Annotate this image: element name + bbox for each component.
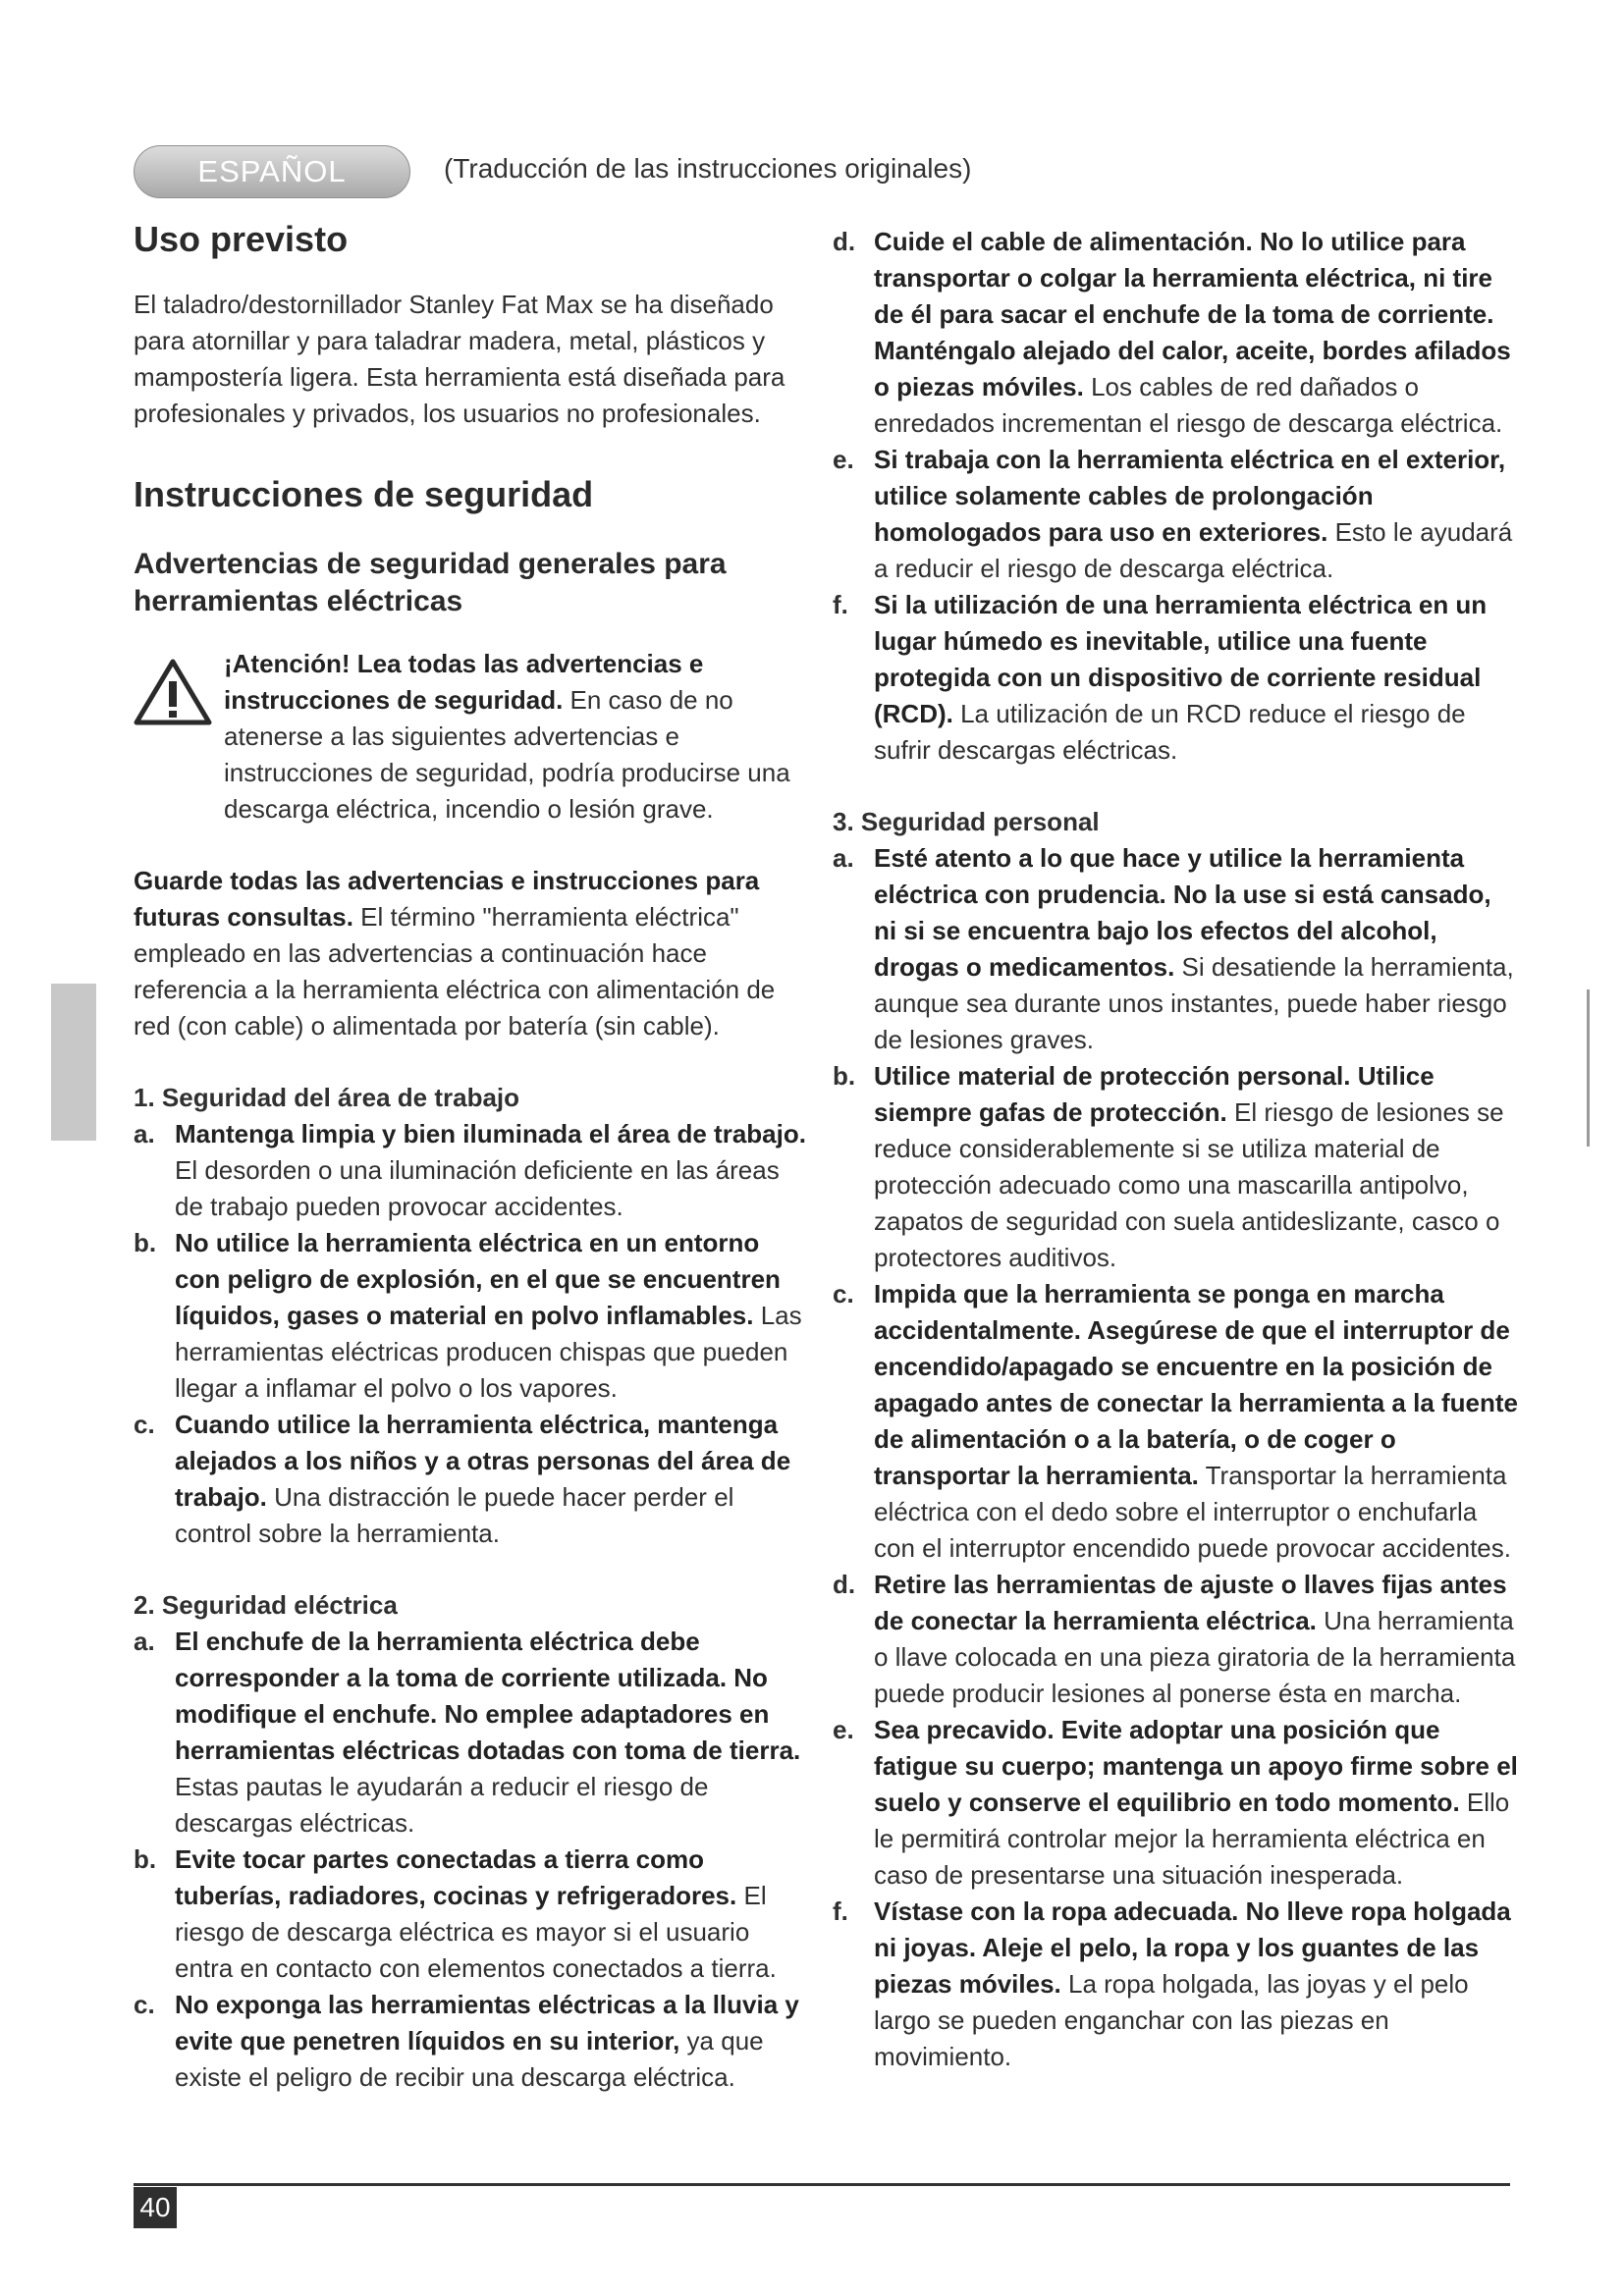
list-item: d. Cuide el cable de alimentación. No lo utilice para transportar o colgar la herramienta eléctrica, ni tire de él para sacar el enchufe de la toma de corriente. Manténgalo alejado del calor, aceite, bordes afilados o piezas móviles. Los cables de red dañados o enredados incrementan el riesgo de descarga eléctrica. <box>833 227 1511 438</box>
list-item: a. El enchufe de la herramienta eléctrica debe corresponder a la toma de corriente utilizada. No modifique el enchufe. No emplee adaptadores en herramientas eléctricas dotadas con toma de tierra. Estas pautas le ayudarán a reducir el riesgo de descargas eléctricas. <box>134 1627 801 1838</box>
section-electrical <box>134 1587 811 2096</box>
list-item: b. Evite tocar partes conectadas a tierra como tuberías, radiadores, cocinas y refrigeradores. El riesgo de descarga eléctrica es mayor si el usuario entra en contacto con elementos conectados a tierra. <box>134 1844 777 1983</box>
section-heading: 1. Seguridad del área de trabajo <box>134 1083 520 1112</box>
general-warnings-title: Advertencias de seguridad generales para herramientas eléctricas <box>134 548 727 617</box>
list-item: f. Vístase con la ropa adecuada. No lleve ropa holgada ni joyas. Aleje el pelo, la ropa y los guantes de las piezas móviles. La ropa holgada, las joyas y el pelo largo se pueden enganchar con las piezas en movimiento. <box>833 1896 1511 2071</box>
warning-block <box>134 646 811 828</box>
list-item: a. Mantenga limpia y bien iluminada el área de trabajo. El desorden o una iluminación deficiente en las áreas de trabajo pueden provocar accidentes. <box>134 1119 806 1221</box>
list-item: e. Si trabaja con la herramienta eléctrica en el exterior, utilice solamente cables de prolongación homologados para uso en exteriores. Esto le ayudará a reducir el riesgo de descarga eléctrica. <box>833 445 1513 583</box>
list-item: b. No utilice la herramienta eléctrica en un entorno con peligro de explosión, en el que se encuentren líquidos, gases o material en polvo inflamables. Las herramientas eléctricas producen chispas que pueden llegar a inflamar el polvo o los vapores. <box>134 1228 802 1403</box>
list-item: c. No exponga las herramientas eléctricas a la lluvia y evite que penetren líquidos en su interior, ya que existe el peligro de recibir una descarga eléctrica. <box>134 1990 799 2092</box>
keep-instructions-text: Guarde todas las advertencias e instrucciones para futuras consultas. El término "herramienta eléctrica" empleado en las advertencias a continuación hace referencia a la herramienta eléctrica con alimentación de red (con cable) o alimentada por batería (sin cable). <box>134 866 776 1041</box>
list-item: d. Retire las herramientas de ajuste o llaves fijas antes de conectar la herramienta eléctrica. Una herramienta o llave colocada en una pieza giratoria de la herramienta puede producir lesiones al ponerse ésta en marcha. <box>833 1570 1516 1708</box>
section-work-area <box>134 1080 811 1552</box>
section-heading: 2. Seguridad eléctrica <box>134 1590 398 1620</box>
page-number: 40 <box>134 2187 177 2228</box>
intended-use-text: El taladro/destornillador Stanley Fat Max se ha diseñado para atornillar y para taladrar madera, metal, plásticos y mampostería ligera. Esta herramienta está diseñada para profesionales y privados, los usuarios no profesionales. <box>134 290 785 428</box>
warning-text: ¡Atención! Lea todas las advertencias e instrucciones de seguridad. En caso de no atenerse a las siguientes advertencias e instrucciones de seguridad, podría producirse una descarga eléctrica, incendio o lesión grave. <box>224 649 790 824</box>
side-tab-marker <box>51 984 96 1141</box>
section-personal <box>833 804 1520 2075</box>
language-tab: ESPAÑOL <box>134 145 410 198</box>
right-column <box>833 224 1520 2075</box>
warning-triangle-icon <box>134 658 212 726</box>
list-item: e. Sea precavido. Evite adoptar una posición que fatigue su cuerpo; mantenga un apoyo firme sobre el suelo y conserve el equilibrio en todo momento. Ello le permitirá controlar mejor la herramienta eléctrica en caso de presentarse una situación inesperada. <box>833 1715 1518 1890</box>
left-column <box>134 218 811 2096</box>
list-item: c. Cuando utilice la herramienta eléctrica, mantenga alejados a los niños y a otras personas del área de trabajo. Una distracción le puede hacer perder el control sobre la herramienta. <box>134 1410 791 1548</box>
list-item: f. Si la utilización de una herramienta eléctrica en un lugar húmedo es inevitable, utilice una fuente protegida con un dispositivo de corriente residual (RCD). La utilización de un RCD reduce el riesgo de sufrir descargas eléctricas. <box>833 590 1488 765</box>
list-item: b. Utilice material de protección personal. Utilice siempre gafas de protección. El riesgo de lesiones se reduce considerablemente si se utiliza material de protección adecuado como una mascarilla antipolvo, zapatos de seguridad con suela antideslizante, casco o protectores auditivos. <box>833 1061 1504 1272</box>
safety-title: Instrucciones de seguridad <box>134 474 594 514</box>
section-heading: 3. Seguridad personal <box>833 807 1100 836</box>
right-margin-line <box>1587 989 1590 1147</box>
translation-note: (Traducción de las instrucciones originales) <box>444 153 972 184</box>
footer-rule <box>134 2183 1510 2186</box>
list-item: a. Esté atento a lo que hace y utilice la herramienta eléctrica con prudencia. No la use si está cansado, ni si se encuentra bajo los efectos del alcohol, drogas o medicamentos. Si desatiende la herramienta, aunque sea durante unos instantes, puede haber riesgo de lesiones graves. <box>833 843 1514 1054</box>
intended-use-title: Uso previsto <box>134 219 349 259</box>
list-item: c. Impida que la herramienta se ponga en marcha accidentalmente. Asegúrese de que el interruptor de encendido/apagado se encuentre en la posición de apagado antes de conectar la herramienta a la fuente de alimentación o a la batería, o de coger o transportar la herramienta. Transportar la herramienta eléctrica con el dedo sobre el interruptor o enchufarla con el interruptor encendido puede provocar accidentes. <box>833 1279 1519 1563</box>
